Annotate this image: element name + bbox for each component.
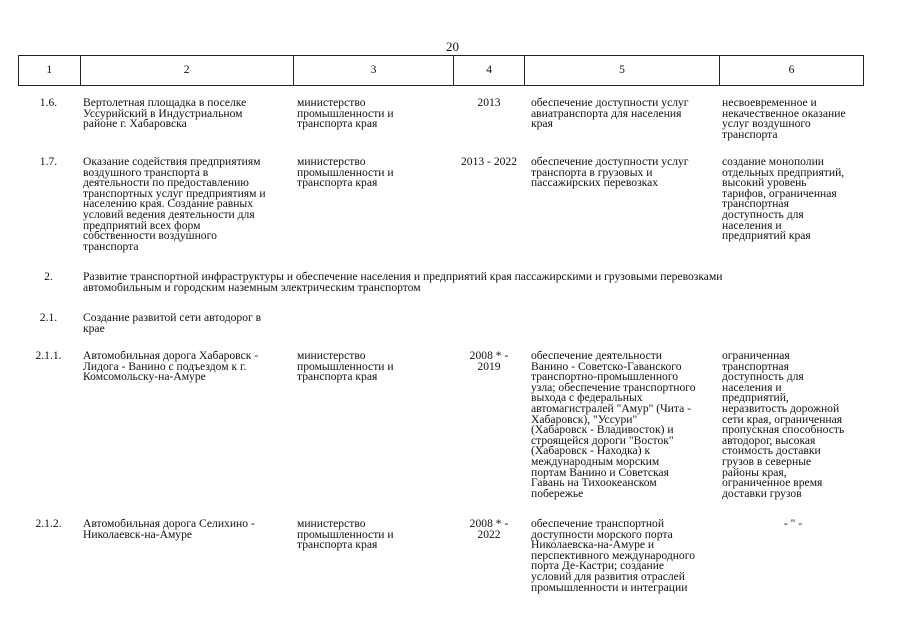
page-number: 20 (446, 39, 459, 54)
responsible-executor: министерство промышленности и транспорта края (297, 96, 394, 131)
row-number: 2.1.1. (35, 349, 62, 362)
row-number: 1.7. (39, 155, 58, 168)
expected-result: обеспечение доступности услуг транспорта в грузовых и пассажирских перевозках (531, 155, 689, 190)
measure-name: Автомобильная дорога Хабаровск - Лидога - Ванино с подъездом к г. Комсомольску-на-Амуре (83, 349, 259, 384)
responsible-executor: министерство промышленности и транспорта края (297, 155, 394, 190)
column-header-2: 2 (80, 56, 293, 86)
consequences-text: ограниченная транспортная доступность для населения и предприятий, неразвитость дорожной сети края, ограниченная пропускная способность автодорог, высокая стоимость доставки грузов в северные районы края, ограниченное время доставки грузов (722, 349, 845, 500)
subsection-number: 2.1. (39, 311, 58, 324)
responsible-executor: министерство промышленности и транспорта края (297, 517, 394, 552)
row-number: 1.6. (39, 96, 58, 109)
column-number-header (18, 55, 864, 86)
expected-result: обеспечение деятельности Ванино - Советско-Гаванского транспортно-промышленного узла; обеспечение транспортного выхода с федеральных автомагистралей "Амур" (Чита - Хабаровск), "Уссури" (Хабаровск - Владивосток) и строящейся дороги "Восток" (Хабаровск - Находка) к международным морским портам Ванино и Советская Гавань на Тихоокеанском побережье (531, 349, 696, 500)
column-header-3: 3 (293, 56, 454, 86)
column-header-6: 6 (720, 56, 864, 86)
section-title: Развитие транспортной инфраструктуры и обеспечение населения и предприятий края пассажирскими и грузовыми перевозками автомобильным и городским наземным электрическим транспортом (83, 270, 723, 294)
column-header-1: 1 (19, 56, 81, 86)
column-header-5: 5 (524, 56, 719, 86)
responsible-executor: министерство промышленности и транспорта края (297, 349, 394, 384)
implementation-period: 2013 - 2022 (460, 155, 518, 168)
row-number: 2.1.2. (35, 517, 62, 530)
expected-result: обеспечение транспортной доступности морского порта Николаевска-на-Амуре и перспективного международного порта Де-Кастри; создание условий для развития отраслей промышленности и интеграции (531, 517, 695, 594)
expected-result: обеспечение доступности услуг авиатранспорта для населения края (531, 96, 689, 131)
measure-name: Оказание содействия предприятиям воздушного транспорта в деятельности по предоставлению транспортных услуг предприятиям и населению края. Создание равных условий ведения деятельности для предприятий всех форм собственности воздушного транспорта (83, 155, 266, 253)
implementation-period: 2008 * - 2019 (469, 349, 509, 373)
column-header-4: 4 (454, 56, 524, 86)
consequences-text: - " - (783, 517, 803, 530)
measure-name: Автомобильная дорога Селихино - Николаевск-на-Амуре (83, 517, 255, 541)
implementation-period: 2008 * - 2022 (469, 517, 509, 541)
consequences-text: создание монополии отдельных предприятий, высокий уровень тарифов, ограниченная транспортная доступность для населения и предприятий края (722, 155, 845, 243)
section-number: 2. (44, 270, 53, 283)
implementation-period: 2013 (477, 96, 501, 109)
subsection-title: Создание развитой сети автодорог в крае (83, 311, 262, 335)
measure-name: Вертолетная площадка в поселке Уссурийский в Индустриальном районе г. Хабаровска (83, 96, 247, 131)
consequences-text: несвоевременное и некачественное оказание услуг воздушного транспорта (722, 96, 846, 141)
